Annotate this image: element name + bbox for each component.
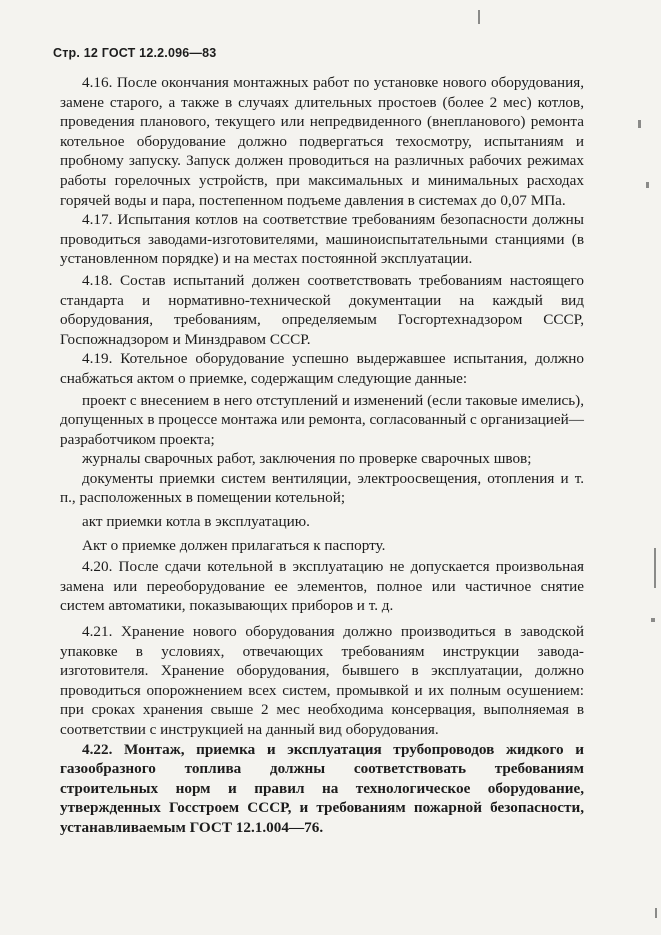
scan-mark xyxy=(654,548,656,588)
scan-mark xyxy=(655,908,657,918)
paragraph-4-17: 4.17. Испытания котлов на соответствие требованиям безопасности должны проводиться заводами-изготовителями, машиноиспытательными станциями (в установленном порядке) и на местах постоянной эксплуатации. xyxy=(60,211,584,268)
paragraph-4-18: 4.18. Состав испытаний должен соответствовать требованиям настоящего стандарта и нормативно-технической документации на каждый вид оборудования, требованиям, определяемым Госгортехнадзором СССР, Госпожнадзором и Минздравом СССР. xyxy=(60,271,584,348)
document-body xyxy=(60,73,584,838)
paragraph-4-22: 4.22. Монтаж, приемка и эксплуатация трубопроводов жидкого и газообразного топлива должны соответствовать требованиям строительных норм и правил на технологическое оборудование, утвержденных Госстроем СССР, и требованиям пожарной безопасности, устанавливаемым ГОСТ 12.1.004—76. xyxy=(60,740,584,836)
paragraph-4-16: 4.16. После окончания монтажных работ по установке нового оборудования, замене старого, а также в случаях длительных простоев (более 2 мес) котлов, проведения планового, текущего или непредвиденного (внепланового) ремонта котельное оборудование должно подвергаться техосмотру, испытаниям и пробному запуску. Запуск должен проводиться на различных рабочих режимах работы горелочных устройств, при максимальных и минимальных расходах горячей воды и пара, постепенном подъеме давления в системах до 0,07 МПа. xyxy=(60,74,584,209)
list-item-acceptance-docs: документы приемки систем вентиляции, электроосвещения, отопления и т. п., расположенных в помещении котельной; xyxy=(60,469,584,507)
scan-mark xyxy=(651,618,655,622)
list-item-welding-logs: журналы сварочных работ, заключения по проверке сварочных швов; xyxy=(82,450,532,468)
page-header: Стр. 12 ГОСТ 12.2.096—83 xyxy=(53,46,217,60)
list-item-project: проект с внесением в него отступлений и изменений (если таковые имелись), допущенных в процессе монтажа или ремонта, согласованный с организацией—разработчиком проекта; xyxy=(60,391,584,448)
list-item-boiler-act: акт приемки котла в эксплуатацию. xyxy=(82,513,310,531)
paragraph-act-attachment: Акт о приемке должен прилагаться к паспорту. xyxy=(82,536,386,554)
scan-mark xyxy=(478,10,480,24)
scan-mark xyxy=(646,182,649,188)
paragraph-4-21: 4.21. Хранение нового оборудования должно производиться в заводской упаковке в условиях, отвечающих требованиям инструкции завода-изготовителя. Хранение оборудования, бывшего в эксплуатации, должно проводиться опорожнением всех систем, промывкой и их полным осушением: при сроках хранения свыше 2 мес необходима консервация, выполняемая в соответствии с инструкцией на данный вид оборудования. xyxy=(60,623,584,738)
paragraph-4-19: 4.19. Котельное оборудование успешно выдержавшее испытания, должно снабжаться актом о приемке, содержащим следующие данные: xyxy=(60,350,584,387)
scan-mark xyxy=(638,120,641,128)
paragraph-4-20: 4.20. После сдачи котельной в эксплуатацию не допускается произвольная замена или переоборудование ее элементов, полное или частичное снятие систем автоматики, показывающих приборов и т. д. xyxy=(60,558,584,615)
